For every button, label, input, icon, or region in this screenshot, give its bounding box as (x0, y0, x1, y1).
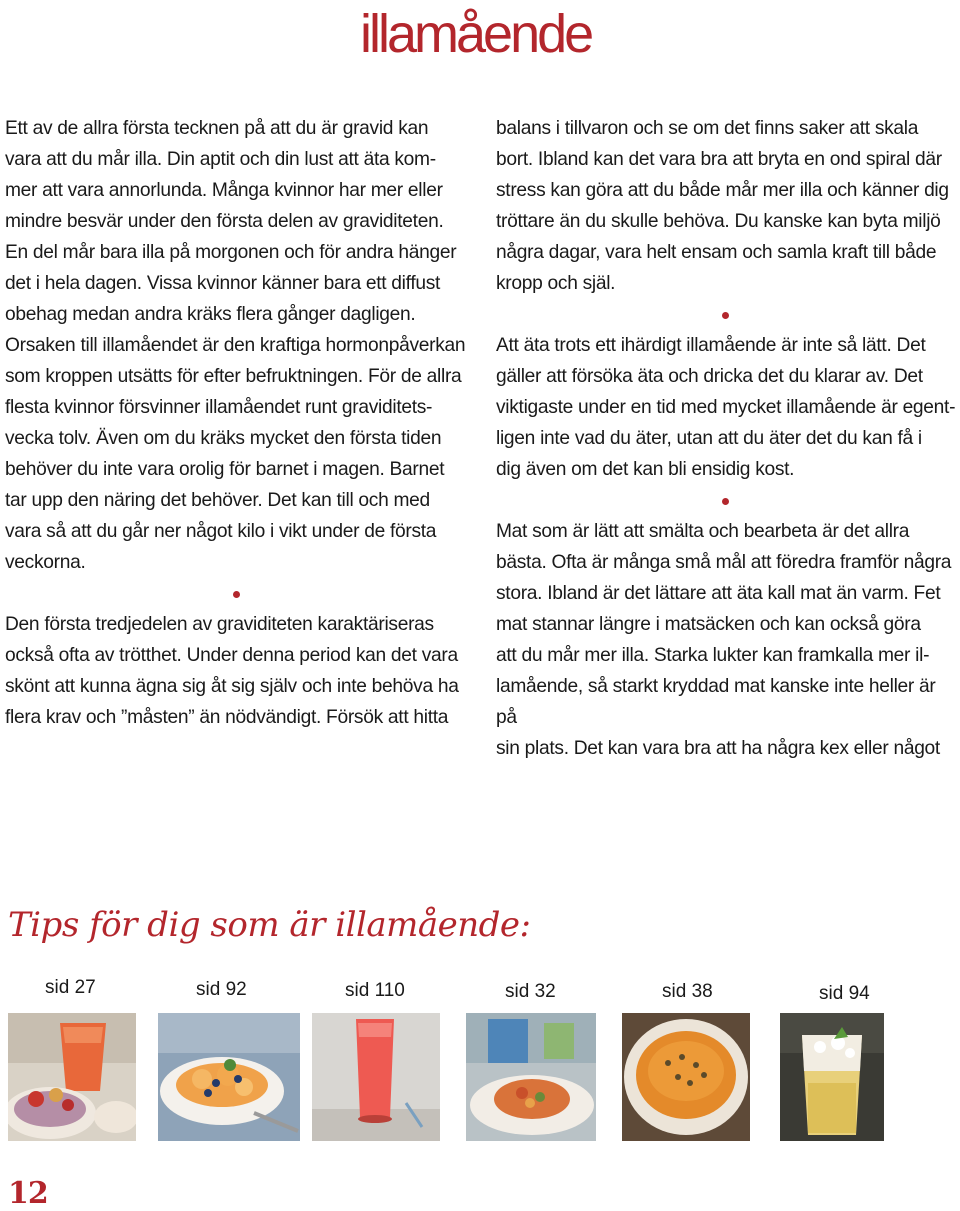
dot-icon (233, 591, 240, 598)
left-paragraph-2: Den första tredjedelen av graviditeten karaktäriseras också ofta av trötthet. Under denna period kan det vara skönt att kunna ägna sig åt sig själv och inte behöva ha flera krav och ”måsten” än nödvändigt. Försök att hitta (5, 614, 459, 728)
tip-label-4[interactable]: sid 32 (505, 981, 556, 1002)
right-column (496, 113, 958, 764)
tip-label-5[interactable]: sid 38 (662, 981, 713, 1002)
tip-label-1[interactable]: sid 27 (45, 977, 96, 998)
right-paragraph-3: Mat som är lätt att smälta och bearbeta är det allra bästa. Ofta är många små mål att föredra framför några stora. Ibland är det lättare att äta kall mat än varm. Fet mat stannar längre i matsäcken och kan också göra att du mår mer illa. Starka lukter kan framkalla mer il- lamående, så starkt kryddad mat kanske inte heller är på sin plats. Det kan vara bra att ha några kex eller något (496, 521, 952, 759)
recipe-photo-smoothie-berries[interactable] (8, 1013, 136, 1141)
bullet-separator (496, 299, 958, 330)
recipe-photo-red-juice[interactable] (312, 1013, 440, 1141)
right-paragraph-2: Att äta trots ett ihärdigt illamående är inte så lätt. Det gäller att försöka äta och dricka det du klarar av. Det viktigaste under en tid med mycket illamående är egent- ligen inte vad du äter, utan att du äter det du kan få i dig även om det kan bli ensidig kost. (496, 335, 956, 480)
recipe-photo-melon-blueberries[interactable] (158, 1013, 300, 1141)
left-column (5, 113, 475, 733)
dot-icon (722, 312, 729, 319)
left-paragraph-1: Ett av de allra första tecknen på att du är gravid kan vara att du mår illa. Din aptit och din lust att äta kom- mer att vara annorlunda. Många kvinnor har mer eller mindre besvär under den första delen av graviditeten. En del mår bara illa på morgonen och för andra hänger det i hela dagen. Vissa kvinnor känner bara ett diffust obehag medan andra kräks flera gånger dagligen. Orsaken till illamåendet är den kraftiga hormonpåverkan som kroppen utsätts för efter befruktningen. För de allra flesta kvinnor försvinner illamåendet runt graviditets- vecka tolv. Även om du kräks mycket den första tiden behöver du inte vara orolig för barnet i magen. Barnet tar upp den näring det behöver. Det kan till och med vara så att du går ner något kilo i vikt under de första veckorna. (5, 118, 466, 573)
bullet-separator (5, 578, 475, 609)
tips-heading: Tips för dig som är illamående: (8, 905, 531, 945)
page-number: 12 (8, 1176, 48, 1211)
tip-label-2[interactable]: sid 92 (196, 979, 247, 1000)
page-title: illamående (360, 4, 592, 64)
tip-label-3[interactable]: sid 110 (345, 980, 405, 1001)
recipe-photo-salad-plate[interactable] (466, 1013, 596, 1141)
dot-icon (722, 498, 729, 505)
recipe-photo-iced-drink[interactable] (780, 1013, 884, 1141)
tip-label-6[interactable]: sid 94 (819, 983, 870, 1004)
right-paragraph-1: balans i tillvaron och se om det finns saker att skala bort. Ibland kan det vara bra att bryta en ond spiral där stress kan göra att du både mår mer illa och känner dig tröttare än du skulle behöva. Du kanske kan byta miljö några dagar, vara helt ensam och samla kraft till både kropp och själ. (496, 118, 949, 294)
recipe-photo-soup-bowl[interactable] (622, 1013, 750, 1141)
bullet-separator (496, 485, 958, 516)
